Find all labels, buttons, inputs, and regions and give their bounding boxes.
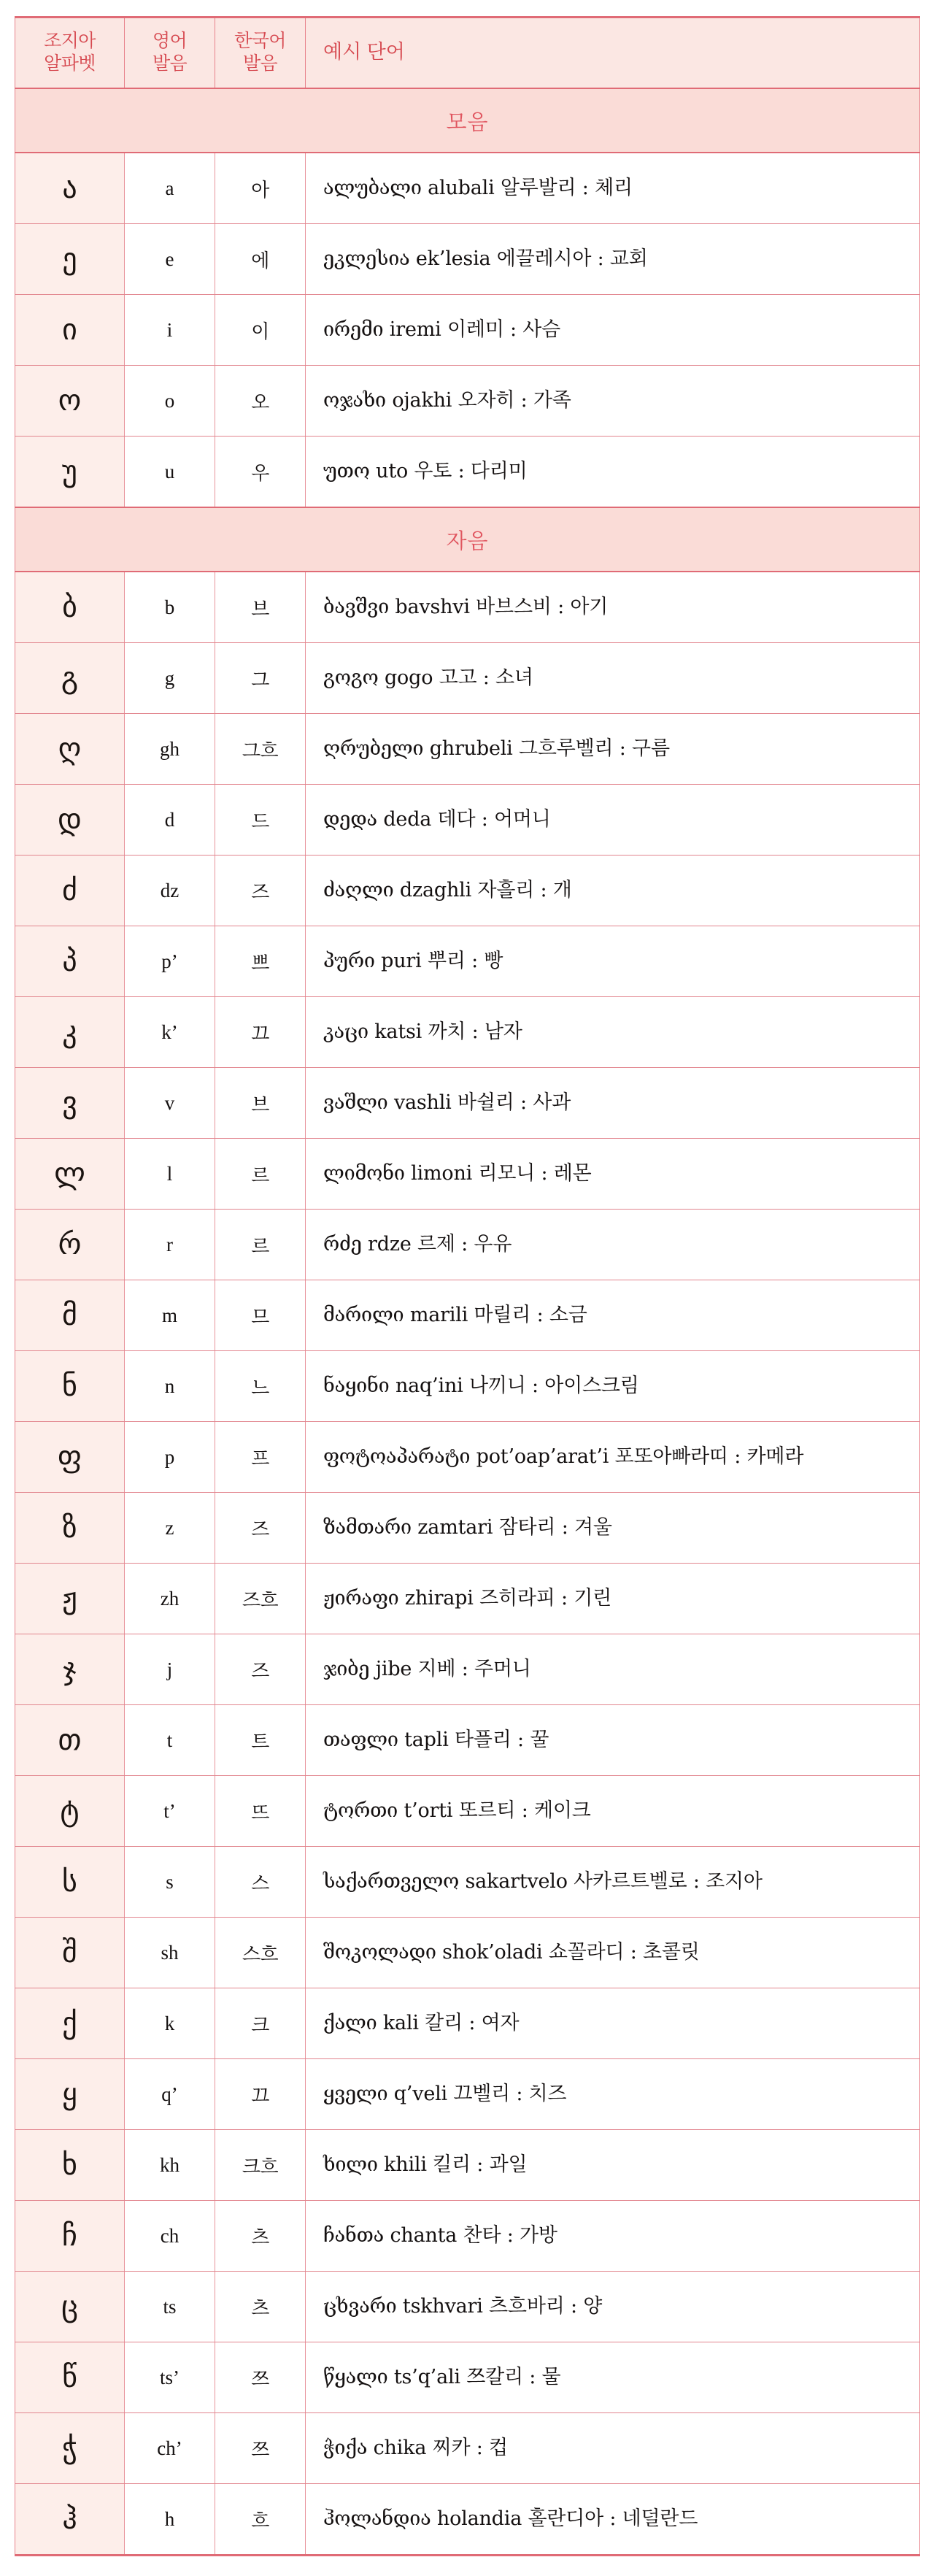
cell-english-pronunciation: d [125,785,215,856]
cell-korean-pronunciation: 르 [215,1210,306,1280]
cell-english-pronunciation: sh [125,1918,215,1988]
cell-english-pronunciation: t’ [125,1776,215,1847]
table-row [15,2130,920,2201]
cell-georgian-letter: ღ [15,714,125,785]
cell-georgian-letter: ყ [15,2059,125,2130]
header-korean-line1: 한국어 [234,31,286,51]
cell-english-pronunciation: p [125,1422,215,1493]
cell-georgian-letter: ჩ [15,2201,125,2272]
cell-english-pronunciation: h [125,2484,215,2556]
table-row [15,1564,920,1634]
section-title: 자음 [15,507,920,572]
table-body [15,88,920,2556]
cell-georgian-letter: კ [15,997,125,1068]
cell-korean-pronunciation: 그흐 [215,714,306,785]
cell-english-pronunciation: z [125,1493,215,1564]
table-row [15,2413,920,2484]
table-row [15,714,920,785]
cell-example-word: დედა deda 데다 : 어머니 [306,785,920,856]
cell-korean-pronunciation: 크 [215,1988,306,2059]
cell-example-word: ცხვარი tskhvari 츠흐바리 : 양 [306,2272,920,2342]
cell-english-pronunciation: o [125,366,215,437]
cell-english-pronunciation: v [125,1068,215,1139]
cell-english-pronunciation: q’ [125,2059,215,2130]
table-row [15,1634,920,1705]
cell-example-word: ყველი q’veli 끄벨리 : 치즈 [306,2059,920,2130]
cell-english-pronunciation: r [125,1210,215,1280]
column-header-example-word: 예시 단어 [306,18,920,89]
cell-example-word: ტორთი t’orti 또르티 : 케이크 [306,1776,920,1847]
cell-example-word: ღრუბელი ghrubeli 그흐루벨리 : 구름 [306,714,920,785]
cell-korean-pronunciation: 르 [215,1139,306,1210]
header-korean-line2: 발음 [242,53,278,74]
table-row [15,1988,920,2059]
table-row [15,224,920,295]
cell-georgian-letter: ჟ [15,1564,125,1634]
cell-english-pronunciation: k’ [125,997,215,1068]
table-header [15,18,920,89]
cell-example-word: ფოტოაპარატი pot’oap’arat’i 포또아빠라띠 : 카메라 [306,1422,920,1493]
cell-korean-pronunciation: 브 [215,1068,306,1139]
cell-georgian-letter: გ [15,643,125,714]
cell-example-word: ხილი khili 킬리 : 과일 [306,2130,920,2201]
header-row [15,18,920,89]
cell-georgian-letter: ჯ [15,1634,125,1705]
cell-georgian-letter: შ [15,1918,125,1988]
cell-korean-pronunciation: 드 [215,785,306,856]
cell-english-pronunciation: zh [125,1564,215,1634]
cell-example-word: ბავშვი bavshvi 바브스비 : 아기 [306,572,920,643]
cell-english-pronunciation: ch [125,2201,215,2272]
cell-georgian-letter: ზ [15,1493,125,1564]
cell-korean-pronunciation: 스흐 [215,1918,306,1988]
cell-example-word: ქალი kali 칼리 : 여자 [306,1988,920,2059]
cell-georgian-letter: ვ [15,1068,125,1139]
table-row [15,1776,920,1847]
cell-korean-pronunciation: 즈 [215,856,306,926]
cell-georgian-letter: ძ [15,856,125,926]
cell-korean-pronunciation: 끄 [215,997,306,1068]
georgian-alphabet-table [15,16,920,2556]
cell-example-word: შოკოლადი shok’oladi 쇼꼴라디 : 초콜릿 [306,1918,920,1988]
table-row [15,295,920,366]
cell-georgian-letter: დ [15,785,125,856]
cell-english-pronunciation: l [125,1139,215,1210]
header-english-line2: 발음 [152,53,188,74]
cell-georgian-letter: რ [15,1210,125,1280]
cell-english-pronunciation: kh [125,2130,215,2201]
cell-korean-pronunciation: 오 [215,366,306,437]
cell-english-pronunciation: t [125,1705,215,1776]
cell-english-pronunciation: m [125,1280,215,1351]
cell-georgian-letter: ე [15,224,125,295]
cell-example-word: პური puri 뿌리 : 빵 [306,926,920,997]
table-row [15,1210,920,1280]
cell-example-word: უთო uto 우토 : 다리미 [306,437,920,508]
cell-example-word: მარილი marili 마릴리 : 소금 [306,1280,920,1351]
cell-example-word: ოჯახი ojakhi 오자히 : 가족 [306,366,920,437]
cell-english-pronunciation: j [125,1634,215,1705]
cell-korean-pronunciation: 츠 [215,2201,306,2272]
cell-example-word: საქართველო sakartvelo 사카르트벨로 : 조지아 [306,1847,920,1918]
cell-english-pronunciation: p’ [125,926,215,997]
cell-korean-pronunciation: 우 [215,437,306,508]
cell-example-word: ჩანთა chanta 찬타 : 가방 [306,2201,920,2272]
table-row [15,572,920,643]
cell-english-pronunciation: s [125,1847,215,1918]
cell-english-pronunciation: gh [125,714,215,785]
cell-korean-pronunciation: 즈 [215,1634,306,1705]
table-row [15,1068,920,1139]
cell-english-pronunciation: u [125,437,215,508]
cell-georgian-letter: ჰ [15,2484,125,2556]
cell-korean-pronunciation: 즈 [215,1493,306,1564]
table-row [15,2272,920,2342]
table-row [15,437,920,508]
cell-korean-pronunciation: 에 [215,224,306,295]
cell-korean-pronunciation: 브 [215,572,306,643]
cell-english-pronunciation: ts’ [125,2342,215,2413]
column-header-korean-pronunciation [215,18,306,89]
section-title: 모음 [15,88,920,153]
cell-georgian-letter: მ [15,1280,125,1351]
cell-english-pronunciation: k [125,1988,215,2059]
cell-english-pronunciation: n [125,1351,215,1422]
cell-example-word: ნაყინი naq’ini 나끼니 : 아이스크림 [306,1351,920,1422]
cell-english-pronunciation: g [125,643,215,714]
table-row [15,2342,920,2413]
cell-example-word: კაცი katsi 까치 : 남자 [306,997,920,1068]
cell-georgian-letter: თ [15,1705,125,1776]
cell-korean-pronunciation: 스 [215,1847,306,1918]
header-georgian-line1: 조지아 [44,31,96,51]
cell-example-word: ჟირაფი zhirapi 즈히라피 : 기린 [306,1564,920,1634]
cell-english-pronunciation: i [125,295,215,366]
cell-korean-pronunciation: 흐 [215,2484,306,2556]
table-row [15,1422,920,1493]
table-row [15,997,920,1068]
table-row [15,1918,920,1988]
cell-korean-pronunciation: 아 [215,153,306,224]
cell-korean-pronunciation: 뜨 [215,1776,306,1847]
cell-korean-pronunciation: 므 [215,1280,306,1351]
cell-korean-pronunciation: 끄 [215,2059,306,2130]
cell-georgian-letter: ფ [15,1422,125,1493]
cell-korean-pronunciation: 쯔 [215,2342,306,2413]
table-row [15,643,920,714]
table-row [15,2201,920,2272]
cell-example-word: ჯიბე jibe 지베 : 주머니 [306,1634,920,1705]
cell-georgian-letter: ხ [15,2130,125,2201]
cell-korean-pronunciation: 이 [215,295,306,366]
cell-example-word: თაფლი tapli 타플리 : 꿀 [306,1705,920,1776]
cell-georgian-letter: ბ [15,572,125,643]
column-header-english-pronunciation [125,18,215,89]
table-row [15,785,920,856]
cell-korean-pronunciation: 그 [215,643,306,714]
cell-example-word: ვაშლი vashli 바쉴리 : 사과 [306,1068,920,1139]
cell-korean-pronunciation: 츠 [215,2272,306,2342]
table-row [15,1280,920,1351]
header-english-line1: 영어 [152,31,188,51]
cell-georgian-letter: ა [15,153,125,224]
cell-english-pronunciation: ts [125,2272,215,2342]
cell-example-word: ირემი iremi 이레미 : 사슴 [306,295,920,366]
table-row [15,1139,920,1210]
cell-georgian-letter: უ [15,437,125,508]
cell-english-pronunciation: dz [125,856,215,926]
table-row [15,1847,920,1918]
cell-example-word: ალუბალი alubali 알루발리 : 체리 [306,153,920,224]
column-header-georgian-alphabet [15,18,125,89]
table-row [15,153,920,224]
cell-georgian-letter: ი [15,295,125,366]
cell-example-word: რძე rdze 르제 : 우유 [306,1210,920,1280]
table-row [15,2059,920,2130]
cell-georgian-letter: ნ [15,1351,125,1422]
cell-korean-pronunciation: 즈흐 [215,1564,306,1634]
cell-english-pronunciation: e [125,224,215,295]
cell-georgian-letter: ც [15,2272,125,2342]
cell-example-word: ლიმონი limoni 리모니 : 레몬 [306,1139,920,1210]
cell-english-pronunciation: ch’ [125,2413,215,2484]
cell-georgian-letter: ო [15,366,125,437]
section-header-vowels [15,88,920,153]
cell-korean-pronunciation: 쁘 [215,926,306,997]
cell-korean-pronunciation: 느 [215,1351,306,1422]
table-row [15,366,920,437]
cell-example-word: ჭიქა chika 찌카 : 컵 [306,2413,920,2484]
cell-korean-pronunciation: 트 [215,1705,306,1776]
cell-georgian-letter: ქ [15,1988,125,2059]
cell-english-pronunciation: a [125,153,215,224]
cell-korean-pronunciation: 프 [215,1422,306,1493]
cell-georgian-letter: ს [15,1847,125,1918]
cell-example-word: ეკლესია ek’lesia 에끌레시아 : 교회 [306,224,920,295]
cell-georgian-letter: ჭ [15,2413,125,2484]
table-row [15,926,920,997]
table-row [15,856,920,926]
cell-example-word: წყალი ts’q’ali 쯔칼리 : 물 [306,2342,920,2413]
table-row [15,2484,920,2556]
cell-korean-pronunciation: 크흐 [215,2130,306,2201]
cell-korean-pronunciation: 쯔 [215,2413,306,2484]
cell-example-word: ძაღლი dzaghli 자흘리 : 개 [306,856,920,926]
cell-georgian-letter: ტ [15,1776,125,1847]
cell-english-pronunciation: b [125,572,215,643]
cell-georgian-letter: პ [15,926,125,997]
cell-georgian-letter: წ [15,2342,125,2413]
cell-example-word: ზამთარი zamtari 잠타리 : 겨울 [306,1493,920,1564]
section-header-consonants [15,507,920,572]
table-row [15,1705,920,1776]
cell-example-word: გოგო gogo 고고 : 소녀 [306,643,920,714]
table-row [15,1351,920,1422]
cell-example-word: ჰოლანდია holandia 홀란디아 : 네덜란드 [306,2484,920,2556]
cell-georgian-letter: ლ [15,1139,125,1210]
header-georgian-line2: 알파벳 [44,53,96,74]
table-row [15,1493,920,1564]
